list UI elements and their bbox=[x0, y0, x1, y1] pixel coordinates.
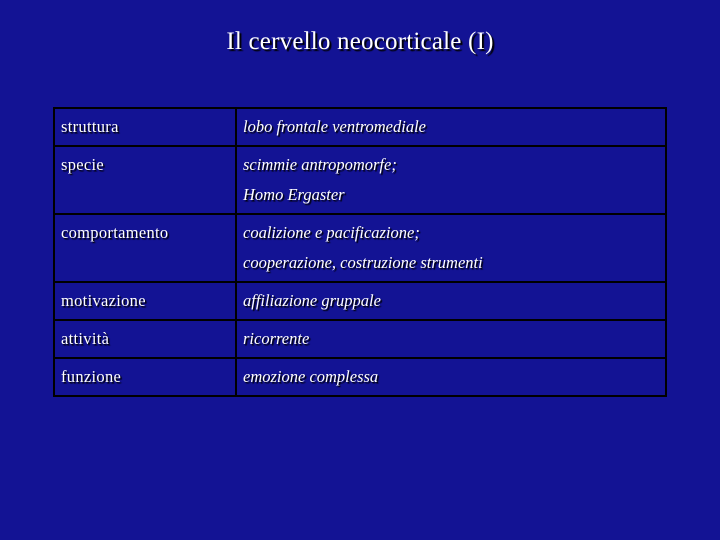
table-row bbox=[54, 108, 666, 146]
row-value-line: scimmie antropomorfe; bbox=[243, 155, 397, 174]
row-key: struttura bbox=[54, 108, 236, 146]
row-key: attività bbox=[54, 320, 236, 358]
row-key: comportamento bbox=[54, 214, 236, 282]
row-key: funzione bbox=[54, 358, 236, 396]
row-value bbox=[236, 146, 666, 214]
row-key: motivazione bbox=[54, 282, 236, 320]
slide-title: Il cervello neocorticale (I) bbox=[226, 28, 494, 55]
table-row bbox=[54, 146, 666, 214]
row-value bbox=[236, 214, 666, 282]
row-value-line: emozione complessa bbox=[243, 367, 379, 386]
info-table bbox=[53, 107, 667, 397]
row-value-line: ricorrente bbox=[243, 329, 310, 348]
table-row bbox=[54, 320, 666, 358]
row-value bbox=[236, 320, 666, 358]
row-value-line: coalizione e pacificazione; bbox=[243, 223, 420, 242]
table-row bbox=[54, 282, 666, 320]
row-value bbox=[236, 358, 666, 396]
row-value-line: cooperazione, costruzione strumenti bbox=[243, 253, 483, 272]
row-key: specie bbox=[54, 146, 236, 214]
row-value-line: Homo Ergaster bbox=[243, 185, 345, 204]
row-value bbox=[236, 282, 666, 320]
row-value-line: lobo frontale ventromediale bbox=[243, 117, 426, 136]
table-row bbox=[54, 358, 666, 396]
table-row bbox=[54, 214, 666, 282]
row-value bbox=[236, 108, 666, 146]
row-value-line: affiliazione gruppale bbox=[243, 291, 381, 310]
